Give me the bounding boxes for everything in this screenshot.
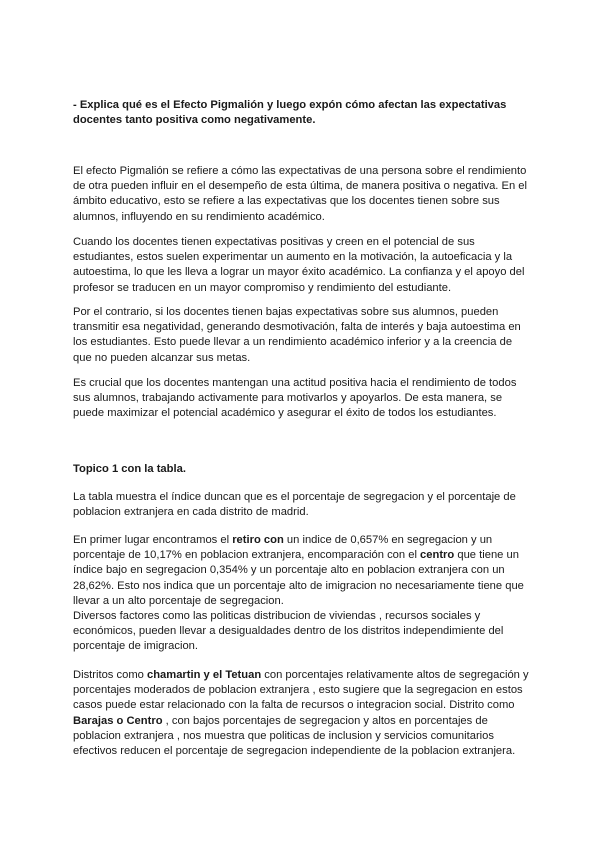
question-heading: - Explica qué es el Efecto Pigmalión y luego expón cómo afectan las expectativas docentes tanto positiva como negativamente. xyxy=(73,99,507,127)
retiro-text-3: que tiene un índice bajo en segregacion 0,354% y un porcentaje alto en poblacion extranjera con un 28,62%. Esto nos indica que un porcentaje alto de imigracion no necesariamente tiene que llevar a un alto porcentaje de segregacion. xyxy=(73,549,524,607)
retiro-text-2: un indice de 0,657% en segregacion y un porcentaje de 10,17% en poblacion extranjera, encomparación con el xyxy=(73,534,493,562)
barajas-centro-bold: Barajas o Centro xyxy=(73,714,163,727)
paragraph-positive-expectations: Cuando los docentes tienen expectativas positivas y creen en el potencial de sus estudiantes, estos suelen experimentar un aumento en la motivación, la autoeficacia y la autoestima, lo que les lleva a lograr un mayor éxito académico. La confianza y el apoyo del profesor se traducen en un mayor compromiso y rendimiento del estudiante. xyxy=(73,236,525,294)
retiro-comparison xyxy=(73,533,533,609)
paragraph-definition: El efecto Pigmalión se refiere a cómo las expectativas de una persona sobre el rendimiento de otra pueden influir en el desempeño de esta última, de manera positiva o negativa. En el ámbito educativo, esto se refiere a las expectativas que los docentes tienen sobre sus alumnos, influyendo en su rendimiento académico. xyxy=(73,165,528,223)
retiro-text-1: En primer lugar encontramos el xyxy=(73,534,233,546)
topic-heading: Topico 1 con la tabla. xyxy=(73,463,186,475)
paragraph-retiro-centro xyxy=(73,533,533,655)
distritos-text-2: con porcentajes relativamente altos de segregación y porcentajes moderados de poblacion extranjera , esto sugiere que la segregacion en estos casos puede estar relacionado con la falta de recursos o integracion social. Distrito como xyxy=(73,669,529,712)
topic-intro: La tabla muestra el índice duncan que es el porcentaje de segregacion y el porcentaje de poblacion extranjera en cada distrito de madrid. xyxy=(73,491,516,519)
distritos-text-1: Distritos como xyxy=(73,669,147,681)
paragraph-conclusion: Es crucial que los docentes mantengan una actitud positiva hacia el rendimiento de todos sus alumnos, trabajando activamente para motivarlos y apoyarlos. De esta manera, se puede maximizar el potencial académico y asegurar el éxito de todos los estudiantes. xyxy=(73,377,517,420)
distritos-text-3: , con bajos porcentajes de segregacion y altos en porcentajes de poblacion extranjera , nos muestra que politicas de inclusion y servicios comunitarios efectivos reducen el porcentaje de segregacion independiente de la poblacion extranjera. xyxy=(73,714,516,758)
centro-bold: centro xyxy=(420,549,455,562)
paragraph-distritos xyxy=(73,668,533,759)
chamartin-tetuan-bold: chamartin y el Tetuan xyxy=(146,669,262,681)
factors-text: Diversos factores como las politicas distribucion de viviendas , recursos sociales y económicos, pueden llevar a desigualdades dentro de los distritos independimiente del porcentaje de imigracion. xyxy=(73,610,504,653)
retiro-bold: retiro con xyxy=(232,534,284,546)
paragraph-negative-expectations: Por el contrario, si los docentes tienen bajas expectativas sobre sus alumnos, pueden transmitir esa negatividad, generando desmotivación, falta de interés y baja autoestima en los estudiantes. Esto puede llevar a un rendimiento académico inferior y a la creencia de que no pueden alcanzar sus metas. xyxy=(73,306,521,364)
